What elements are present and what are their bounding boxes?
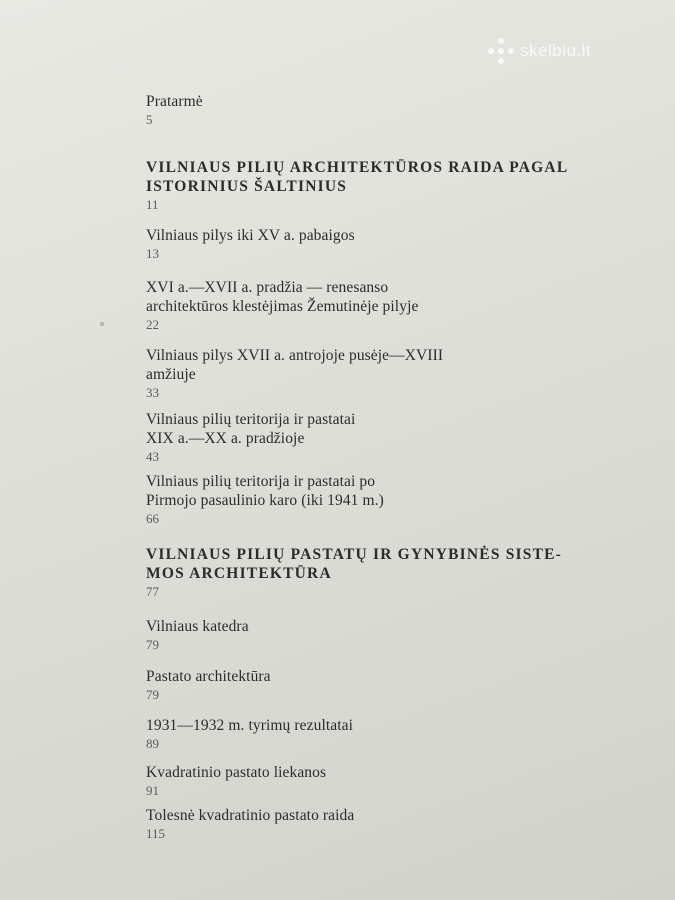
toc-entry-title [146,278,418,316]
toc-entry-title [146,92,203,111]
toc-entry-title [146,806,354,825]
toc-title-line: 1931—1932 m. tyrimų rezultatai [146,717,354,734]
toc-entry-title [146,667,271,686]
toc-entry-title [146,410,355,448]
toc-page-number: 11 [146,197,159,212]
toc-entry [146,763,326,798]
toc-entry [146,617,249,652]
toc-entry [146,667,271,702]
toc-entry-title [146,226,355,245]
toc-entry [146,806,354,841]
toc-page-number: 89 [146,736,159,751]
toc-page-number: 43 [146,449,159,464]
toc-title-line: XVI a.—XVII a. pradžia — renesanso [146,279,389,296]
toc-title-line: Pirmojo pasaulinio karo (iki 1941 m.) [146,492,384,509]
toc-title-line: amžiuje [146,366,196,383]
toc-title-line: Vilniaus pilys iki XV a. pabaigos [146,227,355,244]
toc-entry [146,92,203,127]
toc-page-number: 66 [146,511,159,526]
toc-title-line: Vilniaus pilys XVII a. antrojoje pusėje—XVIII [146,347,444,364]
toc-entry-title [146,716,353,735]
toc-entry-title [146,472,384,510]
toc-title-line: VILNIAUS PILIŲ ARCHITEKTŪROS RAIDA PAGAL [146,159,569,176]
toc-section-title [146,158,568,196]
toc-page-number: 22 [146,317,159,332]
toc-title-line: Vilniaus pilių teritorija ir pastatai [146,411,356,428]
toc-page-number: 91 [146,783,159,798]
toc-entry [146,545,562,599]
toc-title-line: XIX a.—XX a. pradžioje [146,430,305,447]
toc-section-title [146,545,562,583]
toc-page-number: 115 [146,826,166,841]
toc-title-line: Vilniaus katedra [146,618,249,635]
toc-entry [146,226,355,261]
paper-speck [100,322,104,326]
toc-page-number: 77 [146,584,159,599]
toc-title-line: Vilniaus pilių teritorija ir pastatai po [146,473,376,490]
toc-title-line: ISTORINIUS ŠALTINIUS [146,178,348,195]
toc-title-line: Tolesnė kvadratinio pastato raida [146,807,355,824]
toc-page-number: 33 [146,385,159,400]
toc-entry-title [146,346,443,384]
toc-title-line: architektūros klestėjimas Žemutinėje pilyje [146,298,419,315]
toc-page-number: 79 [146,687,159,702]
toc-entry [146,410,355,464]
toc-entry-title [146,763,326,782]
toc-title-line: Kvadratinio pastato liekanos [146,764,327,781]
watermark-dots-icon [488,38,514,64]
toc-entry-title [146,617,249,636]
toc-entry [146,158,568,212]
watermark-text: skelbiu.lt [520,41,592,60]
toc-entry [146,716,353,751]
toc-title-line: Pratarmė [146,93,203,110]
toc-entry [146,278,418,332]
toc-entry [146,346,443,400]
toc-page-number: 5 [146,112,153,127]
toc-title-line: MOS ARCHITEKTŪRA [146,565,332,582]
watermark [488,38,591,64]
toc-page-number: 13 [146,246,159,261]
toc-page-number: 79 [146,637,159,652]
toc-title-line: VILNIAUS PILIŲ PASTATŲ IR GYNYBINĖS SISTE- [146,546,563,563]
toc-title-line: Pastato architektūra [146,668,271,685]
toc-entry [146,472,384,526]
